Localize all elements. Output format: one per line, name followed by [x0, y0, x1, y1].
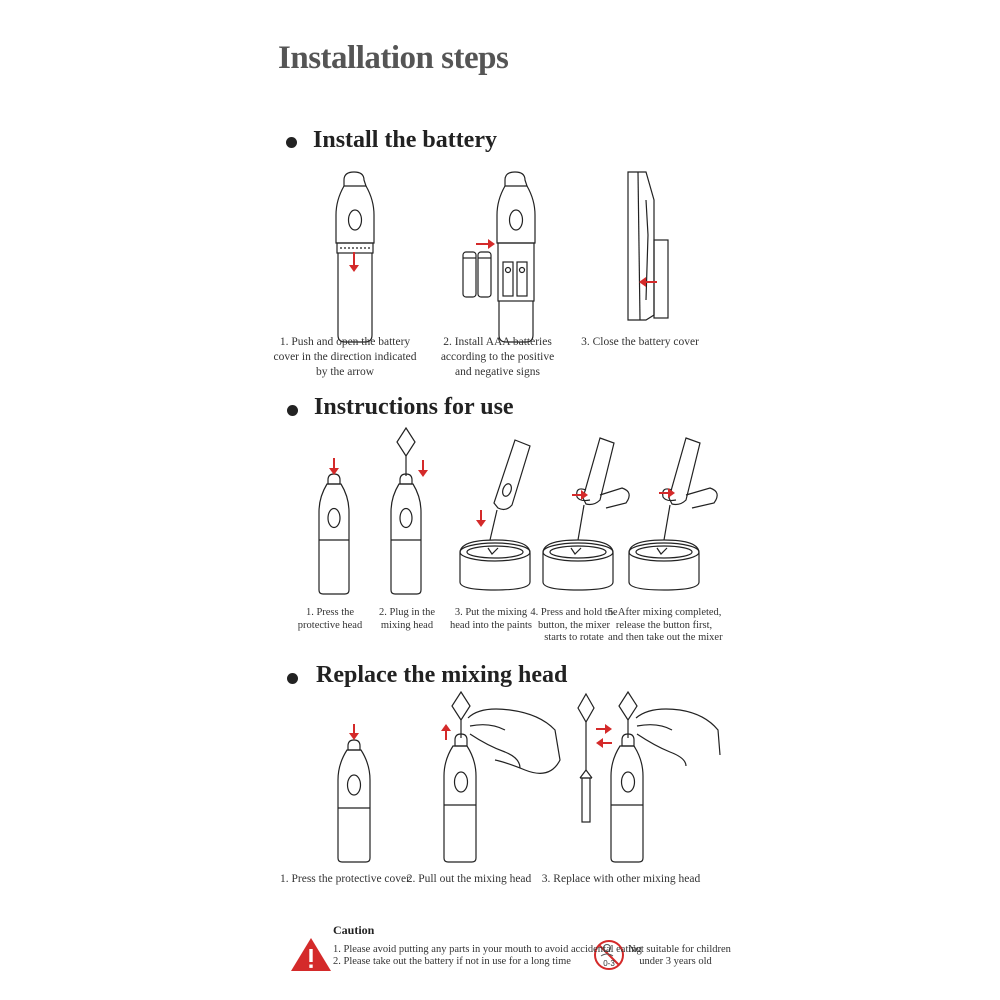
warning-triangle-icon	[291, 938, 331, 971]
battery-fig-2	[463, 172, 535, 342]
battery-fig-1	[336, 172, 374, 342]
replace-step-3-caption: 3. Replace with other mixing head	[541, 873, 701, 885]
battery-fig-3	[628, 172, 668, 320]
page-title: Installation steps	[278, 40, 509, 76]
battery-step-1-caption: 1. Push and open the battery cover in the direction indicated by the arrow	[273, 336, 417, 378]
usage-fig-5	[629, 438, 717, 590]
usage-step-3-caption: 3. Put the mixing head into the paints	[450, 607, 532, 631]
battery-step-2-caption: 2. Install AAA batteries according to the positive and negative signs	[440, 336, 555, 378]
section-bullet	[286, 137, 297, 148]
caution-item: 1. Please avoid putting any parts in your mouth to avoid accidental eating	[333, 944, 642, 955]
usage-step-2-caption: 2. Plug in the mixing head	[378, 607, 435, 631]
replace-step-1-caption: 1. Press the protective cover	[280, 873, 410, 885]
section-heading-replace: Replace the mixing head	[316, 662, 568, 688]
replace-step-2-caption: 2. Pull out the mixing head	[406, 873, 532, 885]
usage-fig-3	[460, 440, 530, 590]
replace-fig-2	[444, 692, 560, 862]
usage-step-5-caption: 5. After mixing completed, release the button first, and then take out the mixer	[608, 607, 723, 643]
section-heading-usage: Instructions for use	[314, 394, 514, 420]
age-warning-note: Not suitable for children under 3 years old	[628, 944, 731, 967]
section-bullet	[287, 673, 298, 684]
usage-fig-2	[391, 428, 421, 594]
battery-step-3-caption: 3. Close the battery cover	[581, 336, 699, 348]
replace-fig-1	[338, 740, 370, 862]
usage-fig-1	[319, 474, 349, 594]
replace-fig-3	[578, 692, 720, 862]
section-heading-battery: Install the battery	[313, 127, 497, 153]
caution-list	[333, 944, 642, 968]
caution-item: 2. Please take out the battery if not in use for a long time	[333, 956, 571, 967]
age-badge-label: 0-3	[603, 959, 615, 968]
usage-fig-4	[543, 438, 629, 590]
caution-title: Caution	[333, 923, 375, 937]
section-bullet	[287, 405, 298, 416]
usage-step-4-caption: 4. Press and hold the button, the mixer starts to rotate	[530, 607, 618, 643]
usage-step-1-caption: 1. Press the protective head	[297, 607, 363, 631]
